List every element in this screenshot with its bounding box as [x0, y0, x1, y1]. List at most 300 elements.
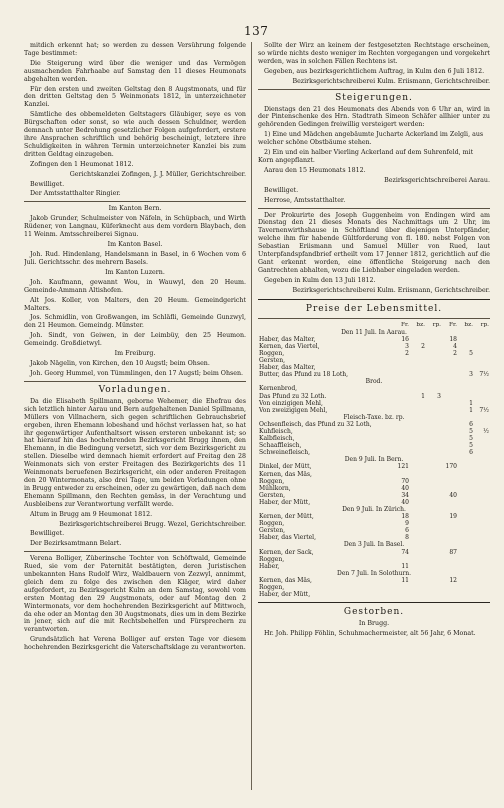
- price-item-label: Gersten,: [259, 491, 286, 499]
- price-value: [458, 591, 474, 598]
- price-value: [474, 591, 490, 598]
- price-value: [410, 499, 426, 506]
- page-number: 137: [244, 24, 269, 38]
- price-item-label: Roggen,: [259, 555, 285, 563]
- signature: Bezirksgerichtschreiberei Aarau.: [384, 176, 490, 184]
- price-item-label: Kernen, der Mütt,: [259, 513, 314, 521]
- date-line: Gegeben in Kulm den 13 Juli 1812.: [264, 276, 376, 284]
- price-value: 1: [469, 399, 473, 407]
- price-section-title: Den 9 Juli. In Bern.: [344, 456, 404, 464]
- death-notice: Hr. Joh. Philipp Föhlin, Schuhmachermeister, alt 56 Jahr, 6 Monat.: [264, 630, 476, 638]
- price-row: [258, 549, 490, 556]
- divider: [258, 318, 490, 319]
- price-value: 5: [469, 435, 473, 443]
- section-heading-preise: Preise der Lebensmittel.: [305, 303, 443, 314]
- price-row: [258, 478, 490, 485]
- price-value: [474, 534, 490, 541]
- canton-heading: Im Kanton Basel.: [107, 241, 163, 249]
- section-heading-vorladungen: Vorladungen.: [98, 384, 172, 395]
- price-value: [410, 407, 426, 414]
- price-value: 6: [405, 527, 409, 535]
- price-row: [258, 393, 490, 400]
- price-row: [258, 428, 490, 435]
- price-value: 2: [405, 349, 409, 357]
- price-value: 9: [405, 520, 409, 528]
- price-value: [474, 549, 490, 556]
- price-item-label: Kalbfleisch,: [259, 435, 295, 443]
- price-value: [442, 527, 458, 534]
- price-value: 170: [445, 463, 457, 471]
- price-value: [474, 520, 490, 527]
- price-row: [258, 520, 490, 527]
- price-value: [442, 371, 458, 378]
- auction-item-2: 2) Ein und ein halber Vierling Ackerland auf dem Suhrenfeld, mit Korn angepflanzt.: [258, 149, 474, 164]
- price-value: [442, 357, 458, 364]
- price-value: [394, 421, 410, 428]
- notice-text: Joh. Georg Hummel, von Tümmlingen, den 17 Augstl; beim Ohsen.: [30, 370, 244, 377]
- approval-name: Herrose, Amtsstatthalter.: [264, 196, 346, 204]
- price-value: [410, 385, 426, 392]
- glaeubiger-paragraph: Sämtliche des obbemeldeten Geltstagers Gläubiger, seye es von Bürgschaften oder sonst, so wie auch dessen Schuldner, werden demnach unter Bedrohung gesetzlicher Folgen aufgefordert, erstere ihre Ansprachen schriftlich und behörig bescheinigt, letztere ihre Schuldigkeiten in währen Termin unterzeichneter Kanzlei bis zum dritten Geldtag einzugeben.: [24, 111, 246, 158]
- price-section-row: [258, 329, 490, 336]
- price-value: [394, 471, 410, 478]
- price-row: [258, 385, 490, 392]
- price-value: [474, 400, 490, 407]
- price-item-label: Von einzigigen Mehl,: [259, 399, 323, 407]
- signature: Bezirksgerichtschreiberei Kulm. Eriismann, Gerichtschreiber.: [292, 286, 490, 294]
- price-value: [410, 371, 426, 378]
- price-section-title: Den 9 Juli. In Zürich.: [342, 506, 406, 513]
- price-value: [426, 357, 442, 364]
- price-value: [458, 343, 474, 350]
- price-value: [426, 449, 442, 456]
- price-value: [426, 471, 442, 478]
- price-value: [442, 385, 458, 392]
- price-value: [458, 549, 474, 556]
- price-value: [442, 400, 458, 407]
- price-row: [258, 449, 490, 456]
- price-value: [426, 343, 442, 350]
- price-value: 4: [453, 342, 457, 350]
- price-row: [258, 485, 490, 492]
- price-value: [458, 499, 474, 506]
- heavy-divider: [258, 299, 490, 300]
- canton-heading: Im Kanton Luzern.: [105, 268, 165, 276]
- price-value: [426, 442, 442, 449]
- price-value: [474, 336, 490, 343]
- price-value: [474, 364, 490, 371]
- price-row: [258, 463, 490, 470]
- price-row: [258, 591, 490, 598]
- price-value: [410, 428, 426, 435]
- price-value: [474, 527, 490, 534]
- price-value: [474, 393, 490, 400]
- price-row: [258, 471, 490, 478]
- price-value: [474, 463, 490, 470]
- price-column-header: Fr.: [401, 321, 409, 328]
- price-value: [410, 471, 426, 478]
- price-value: [458, 478, 474, 485]
- price-value: [474, 350, 490, 357]
- price-value: [458, 364, 474, 371]
- price-row: [258, 421, 490, 428]
- price-value: [442, 499, 458, 506]
- price-value: [442, 485, 458, 492]
- price-value: [410, 463, 426, 470]
- price-item-label: Haber, das Malter,: [259, 364, 316, 372]
- price-value: [458, 520, 474, 527]
- price-row: [258, 584, 490, 591]
- approval-label: Bewilliget.: [264, 186, 299, 194]
- price-value: ½: [483, 427, 489, 435]
- price-value: 87: [449, 548, 457, 556]
- price-value: 2: [453, 349, 457, 357]
- price-value: [410, 492, 426, 499]
- price-value: [410, 485, 426, 492]
- price-item-label: Ochsenfleisch, das Pfund zu 32 Loth,: [259, 420, 372, 428]
- price-value: [426, 336, 442, 343]
- price-value: [426, 499, 442, 506]
- price-value: 3: [437, 392, 441, 400]
- price-row: [258, 364, 490, 371]
- price-item-label: Kernenbrod,: [259, 385, 298, 393]
- price-value: 12: [449, 576, 457, 584]
- price-item-label: Haber,: [259, 562, 280, 570]
- price-value: [442, 364, 458, 371]
- heavy-divider: [258, 602, 490, 603]
- signature: Bezirksgerichtschreiberei Brugg. Wezel, Gerichtschreiber.: [59, 520, 246, 528]
- price-value: [458, 563, 474, 570]
- price-value: [410, 449, 426, 456]
- section-heading-steigerungen: Steigerungen.: [335, 92, 413, 103]
- price-value: [410, 336, 426, 343]
- price-section-row: [258, 570, 490, 577]
- price-value: [426, 513, 442, 520]
- price-value: 40: [401, 484, 409, 492]
- price-value: [458, 357, 474, 364]
- price-value: [426, 371, 442, 378]
- price-value: [442, 556, 458, 563]
- price-value: 121: [397, 463, 409, 471]
- price-item-label: Mühlkorn,: [259, 484, 291, 492]
- price-value: [410, 364, 426, 371]
- approval-name: Der Amtsstatthalter Ringier.: [30, 190, 121, 198]
- notice-text: Joh. Kaufmann, gewannt Wou, in Wauwyl, den 20 Heum. Gemeinde-Ammann Altishofen.: [24, 278, 246, 294]
- price-value: [394, 449, 410, 456]
- price-item-label: Kernen, das Mäs,: [259, 576, 312, 584]
- price-value: [458, 485, 474, 492]
- price-value: [426, 584, 442, 591]
- price-column-header: rp.: [480, 321, 489, 328]
- price-item-label: Dinkel, der Mütt,: [259, 463, 312, 471]
- price-value: [458, 336, 474, 343]
- price-value: [442, 435, 458, 442]
- price-row: [258, 513, 490, 520]
- price-value: [426, 364, 442, 371]
- price-row: [258, 563, 490, 570]
- price-value: [474, 499, 490, 506]
- price-item-label: Von zweizigigen Mehl,: [259, 406, 328, 414]
- price-value: [394, 584, 410, 591]
- price-value: 34: [401, 491, 409, 499]
- price-value: [394, 591, 410, 598]
- right-column: [258, 42, 490, 790]
- divider: [24, 201, 246, 202]
- price-value: [426, 527, 442, 534]
- price-value: [442, 591, 458, 598]
- price-value: [442, 407, 458, 414]
- price-value: [394, 371, 410, 378]
- price-value: [474, 485, 490, 492]
- price-value: 7½: [479, 371, 489, 379]
- price-item-label: Kernen, der Sack,: [259, 548, 314, 556]
- notice-text: Joh. Rud. Hindenlang, Handelsmann in Basel, in 6 Wochen vom 6 Juli. Gerichtsschr. des mehrern Basels.: [24, 251, 246, 266]
- steigerung-paragraph: Dienstags den 21 des Heumonats des Abends von 6 Uhr an, wird in der Pintenschenke des Hrn. Stadtrath Simeon Schäfer allhier unter zu gehörenden Gedingen freiwillig versteigert werden:: [258, 105, 490, 129]
- price-value: [410, 421, 426, 428]
- price-column-header: Fr.: [449, 321, 457, 328]
- approval-label: Bewilliget.: [30, 530, 65, 538]
- price-value: [474, 357, 490, 364]
- section-heading-gestorben: Gestorben.: [343, 607, 405, 618]
- price-value: 1: [469, 406, 473, 414]
- price-value: [426, 478, 442, 485]
- signature: Gerichtskanzlei Zofingen, J. J. Müller, Gerichtschreiber.: [69, 170, 246, 178]
- date-line: Zofingen den 1 Heumonat 1812.: [30, 160, 134, 168]
- date-line: Aarau den 15 Heumonats 1812.: [264, 166, 366, 174]
- price-value: [442, 428, 458, 435]
- price-value: [394, 400, 410, 407]
- price-row: [258, 442, 490, 449]
- divider: [24, 551, 246, 552]
- price-value: [474, 563, 490, 570]
- price-value: [394, 435, 410, 442]
- continuation-paragraph: Sollte der Wirz an keinem der festgesetzten Rechtstage erscheinen, so würde nichts desto weniger im Rechten vorgegangen und vorgekehrt werden, was in solchen Fällen Rechtens ist.: [258, 42, 490, 65]
- price-row: [258, 577, 490, 584]
- price-row: [258, 357, 490, 364]
- price-value: [474, 343, 490, 350]
- price-item-label: Roggen,: [259, 477, 285, 485]
- price-value: [458, 527, 474, 534]
- intro-paragraph: mitdich erkennt hat; so werden zu dessen Versührung folgende Tage bestimmet:: [24, 42, 246, 57]
- price-section-row: [258, 378, 490, 385]
- price-value: [394, 385, 410, 392]
- price-section-row: [258, 414, 490, 421]
- price-value: [410, 527, 426, 534]
- price-row: [258, 400, 490, 407]
- bolliger-paragraph-continued: Grundsätzlich hat Verena Bolliger auf ersten Tage vor diesem hochehrenden Bezirksgericht die Vaterschaftsklage zu verantworten.: [24, 636, 246, 652]
- price-row: [258, 343, 490, 350]
- price-value: [410, 520, 426, 527]
- price-item-label: Schweinefleisch,: [259, 449, 311, 457]
- price-value: [442, 421, 458, 428]
- price-value: 74: [401, 548, 409, 556]
- date-line: Gegeben, aus bezirksgerichtlichem Auftrag, in Kulm den 6 Juli 1812.: [264, 67, 485, 75]
- price-value: [474, 442, 490, 449]
- price-value: [394, 428, 410, 435]
- price-value: [410, 478, 426, 485]
- price-value: [426, 407, 442, 414]
- price-value: 3: [405, 342, 409, 350]
- price-value: [442, 520, 458, 527]
- price-item-label: Gersten,: [259, 357, 286, 365]
- geltstag-paragraph: Für den ersten und zweiten Geltstag den 8 Augstmonats, und für den dritten Geltstag den 5 Weinmonats 1812, in unterzeichneter Kanzlei.: [24, 85, 246, 109]
- price-row: [258, 350, 490, 357]
- column-divider: [251, 42, 252, 790]
- price-value: [474, 492, 490, 499]
- price-item-label: Haber, der Mütt,: [259, 498, 311, 506]
- canton-heading: Im Kanton Bern.: [108, 205, 162, 213]
- price-value: [442, 584, 458, 591]
- notice-text: Jakob Nägelin, von Kirchen, den 10 Augstl; beim Ohsen.: [30, 360, 210, 368]
- notice-text: Jos. Schmidlin, von Großwangen, im Schläfli, Gemeinde Gunzwyl, den 21 Heumon. Gemeindg. Münster.: [24, 314, 246, 330]
- price-section-title: Den 11 Juli. In Aarau.: [341, 328, 407, 336]
- price-value: 6: [469, 449, 473, 457]
- price-row: [258, 527, 490, 534]
- price-value: [410, 357, 426, 364]
- price-value: 18: [449, 335, 457, 343]
- price-section-row: [258, 506, 490, 513]
- price-item-label: Das Pfund zu 32 Loth.: [259, 392, 327, 400]
- price-value: 16: [401, 335, 409, 343]
- price-value: [410, 534, 426, 541]
- price-value: [474, 421, 490, 428]
- price-value: 70: [401, 477, 409, 485]
- notice-text: Alt Jos. Koller, von Malters, den 20 Heum. Gemeindgericht Malters.: [24, 296, 246, 312]
- price-value: 3: [469, 371, 473, 379]
- price-value: [426, 463, 442, 470]
- price-value: [394, 556, 410, 563]
- notice-text: Jakob Grunder, Schulmeister von Näfeln, in Schüpbach, und Wirth Rüdener, von Langnau, Küferknecht aus dem vordern Blaybach, den 11 Weinm. Amtsschreiberei Signau.: [24, 215, 246, 239]
- price-value: [474, 577, 490, 584]
- price-value: 5: [469, 442, 473, 450]
- price-value: [442, 449, 458, 456]
- price-value: [394, 407, 410, 414]
- price-value: [426, 492, 442, 499]
- price-value: [442, 563, 458, 570]
- price-value: [394, 364, 410, 371]
- price-value: 19: [449, 513, 457, 521]
- notice-text: Joh. Sindt, von Geiwen, in der Leimbüy, den 25 Heumon. Gemeindg. Großdietwyl.: [24, 332, 246, 348]
- signature: Bezirksgerichtschreiberei Kulm. Eriismann, Gerichtschreiber.: [292, 77, 490, 85]
- price-item-label: Schaaffleisch,: [259, 442, 302, 450]
- price-value: [426, 485, 442, 492]
- price-value: [426, 577, 442, 584]
- price-value: [410, 513, 426, 520]
- vorladung-paragraph: Da die Elisabeth Spillmann, geborne Wehemer, die Ehefrau des sich letztlich hinter Aarau und Bern aufgehaltenen Daniel Spillmann, Müllers von Villnachern, sich gegen schriftlichen Gebrauchsbrief ergeben, ihren Ehemann lobeshand und höchst verlassen hat, so hat ihr gegenwärtiger Aufenthaltsort wissen ersteren unbekannt ist; so hat hierauf hin das hochehrenden Bezirksgericht Brugg ihnen, den Ehemann, in die Bedingung versetzt, sich vor dem Bezirksgericht zu stellen. Dieselbe wird demnach hiemit erfordert auf Freitag den 28 Weinmonats sich von erster Freitagen des Bezirkgerichts des 11 Weinmonats beruefenen Bezirksgericht, ein oder anderen Freitagen den 20 Wintermonats, also drei Tage, um beiden Vorladungen ohne in Brugg entweder zu erscheinen, oder zu gewärtigen, daß nach dem Ehemann Spillmann, den Rechten gemäss, in der Verachtung und Ausbleibens zur Verantwortung verfällt werde.: [24, 397, 246, 508]
- price-value: [474, 471, 490, 478]
- price-value: [426, 563, 442, 570]
- price-item-label: Kuhfleisch,: [259, 427, 293, 435]
- price-value: [458, 577, 474, 584]
- price-value: [474, 385, 490, 392]
- steigerung-paragraph: Die Steigerung wird über die weniger und das Vermögen ausmachenden Fahrhaabe auf Samstag den 11 dieses Heumonats abgehalten werden.: [24, 59, 246, 83]
- price-value: 40: [401, 498, 409, 506]
- price-item-label: Gersten,: [259, 527, 286, 535]
- price-item-label: Roggen,: [259, 520, 285, 528]
- price-header-row: [258, 322, 490, 329]
- price-item-label: Haber, das Malter,: [259, 335, 316, 343]
- guggenheim-paragraph: Der Prokurirte des Joseph Guggenheim von Endingen wird am Dienstag den 21 dieses Monats des Nachmittags um 2 Uhr, im Tavernenwirthshause in Schöftland über diejenigen Unterpfänder, welche ihm für habende Gültforderung von fl. 180. nebst Folgen von Sebastian Eriismann und Samuel Müller von Rued, laut Unterpfandspfandbrief ertheilt vom 17 Jenner 1812, gerichtlich auf die Gant erkennt worden, eine öffentliche Steigerung nach den Gantrechten abhalten, wozu die Liebhaber eingeladen werden.: [258, 211, 490, 274]
- price-section-row: [258, 541, 490, 548]
- price-value: 1: [421, 392, 425, 400]
- date-line: Altum in Brugg am 9 Heumonat 1812.: [30, 510, 153, 518]
- price-row: [258, 435, 490, 442]
- price-value: 40: [449, 491, 457, 499]
- price-value: [394, 393, 410, 400]
- price-item-label: Haber, das Viertel,: [259, 534, 316, 542]
- approval-name: Der Bezirksamtmann Belart.: [30, 540, 122, 548]
- price-value: [426, 350, 442, 357]
- price-value: [426, 556, 442, 563]
- price-value: [410, 435, 426, 442]
- price-table: [258, 322, 490, 599]
- price-row: [258, 499, 490, 506]
- price-value: [442, 442, 458, 449]
- price-value: 6: [469, 420, 473, 428]
- price-section-title: Den 7 Juli. In Solothurn.: [337, 569, 411, 577]
- price-value: [394, 357, 410, 364]
- price-value: [458, 513, 474, 520]
- price-value: 2: [421, 342, 425, 350]
- price-value: 11: [401, 562, 409, 570]
- divider: [258, 208, 490, 209]
- price-section-title: Den 3 Juli. In Basel.: [343, 541, 405, 549]
- price-item-label: Butter, das Pfund zu 18 Loth,: [259, 371, 349, 379]
- price-value: [426, 421, 442, 428]
- canton-heading: Im Freiburg.: [114, 350, 156, 358]
- price-item-label: Haber, der Mütt,: [259, 591, 311, 599]
- price-value: [426, 428, 442, 435]
- price-value: [458, 471, 474, 478]
- price-value: [442, 478, 458, 485]
- bolliger-paragraph: Verena Bolliger, Züberinsche Tochter von Schöftwald, Gemeinde Rued, sie vom der Paternität bestätigten, deren Juristischen unbekannten Hans Rudolf Wirz, Waldbauern von Zezwyl, annimmt, gleich dem zu folge des zwischen den Kläger, wird daher aufgefordert, zu Bezirksgericht Kulm an dem Samstag, sowohl vom ersten Montag den 29 Augstmonats, oder auf Montag den 2 Wintermonats, vor dem hochehrenden Bezirksgericht auf Mittwoch, da ehe oder an Montag den 30 Augstmonats, dies um in dem Bezirke in jener, sich auf die mit Rechtsbehelfen und Fürsprechern zu verantworten.: [24, 555, 246, 634]
- price-value: [410, 591, 426, 598]
- price-header-blank: [258, 322, 394, 329]
- price-value: [458, 385, 474, 392]
- price-value: [410, 563, 426, 570]
- price-item-label: Kernen, das Viertel,: [259, 342, 320, 350]
- place-heading: In Brugg.: [358, 620, 390, 628]
- auction-item-1: 1) Eine und Mädchen angebäumte Jucharte Ackerland im Zelgli, aus welcher schöne Obstbäume stehen.: [258, 131, 484, 147]
- price-value: 8: [405, 534, 409, 542]
- price-value: [410, 577, 426, 584]
- price-value: [474, 513, 490, 520]
- price-value: [474, 449, 490, 456]
- price-value: [426, 385, 442, 392]
- divider: [24, 381, 246, 382]
- price-value: [458, 492, 474, 499]
- price-value: [426, 591, 442, 598]
- price-row: [258, 371, 490, 378]
- price-value: [426, 400, 442, 407]
- price-value: [394, 442, 410, 449]
- approval-label: Bewilliget.: [30, 180, 65, 188]
- price-section-title: Fleisch-Taxe. bz. rp.: [343, 413, 405, 421]
- price-value: [426, 549, 442, 556]
- price-item-label: Roggen,: [259, 349, 285, 357]
- price-row: [258, 492, 490, 499]
- price-row: [258, 534, 490, 541]
- price-value: [410, 400, 426, 407]
- price-column-header: bz.: [416, 321, 425, 328]
- price-value: [442, 534, 458, 541]
- price-value: [410, 549, 426, 556]
- price-section-row: [258, 456, 490, 463]
- left-column: [24, 42, 246, 790]
- price-value: [426, 520, 442, 527]
- price-value: [410, 556, 426, 563]
- price-column-header: rp.: [432, 321, 441, 328]
